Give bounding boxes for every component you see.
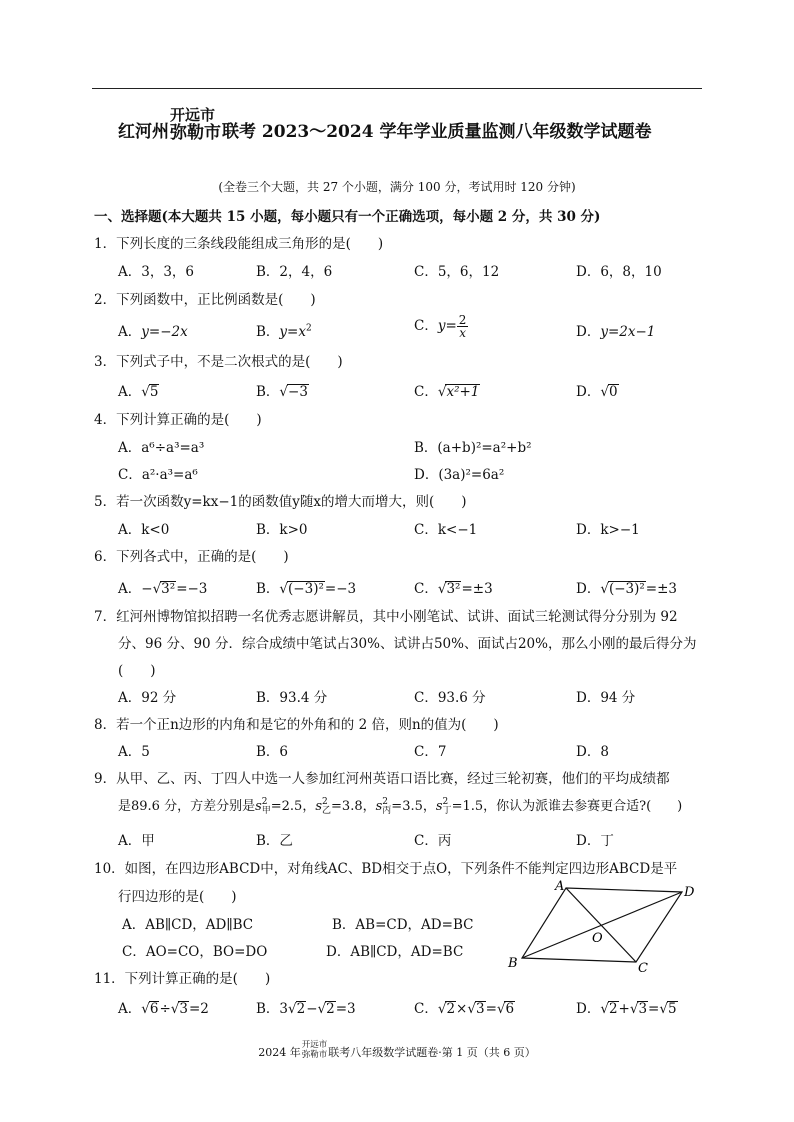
q6-option-a: A．−√3²=−3 — [118, 581, 208, 597]
footer-city-stack — [302, 1040, 328, 1060]
q9-val-bing: =3.5， — [391, 799, 436, 814]
q11-c-radicand-3: 6 — [505, 1001, 515, 1017]
q10-stem-line1: 10．如图，在四边形ABCD中，对角线AC、BD相交于点O，下列条件不能判定四边形ABCD是平 — [94, 861, 678, 877]
q2-c-label: C． — [414, 318, 438, 334]
q11-a-radicand-1: 6 — [149, 1001, 159, 1017]
q11-b-radicand-2: 2 — [326, 1001, 335, 1017]
title-stack-top: 开远市 — [170, 106, 216, 124]
q8-option-d: D．8 — [576, 744, 609, 760]
q8-option-c: C．7 — [414, 744, 447, 760]
q3-c-radicand: x²+1 — [446, 384, 480, 400]
q11-option-a: A．√6÷√3=2 — [118, 1001, 209, 1017]
q9-s-jia-sub: 甲 — [261, 805, 271, 816]
q9-val-ding: =1.5，你认为派谁去参赛更合适?( ) — [451, 799, 683, 814]
q9-s-jia: s — [255, 799, 262, 814]
q2-option-b — [256, 320, 312, 340]
q11-a-operator: ÷ — [159, 1001, 171, 1017]
q9-option-a: A．甲 — [118, 833, 155, 849]
q6-b-result: =−3 — [324, 581, 357, 597]
q7-stem-line1: 7．红河州博物馆拟招聘一名优秀志愿讲解员，其中小刚笔试、试讲、面试三轮测试得分分别为 92 — [94, 609, 678, 625]
q4-option-a: A．a⁶÷a³=a³ — [118, 440, 205, 456]
q11-d-equals: = — [648, 1001, 660, 1017]
q3-option-c: C．√x²+1 — [414, 384, 480, 400]
q2-a-label: A． — [118, 324, 142, 340]
q6-d-label: D． — [576, 581, 601, 597]
q1-option-d: D．6，8，10 — [576, 264, 662, 280]
q4-option-b: B．(a+b)²=a²+b² — [414, 440, 532, 456]
q3-d-radicand: 0 — [608, 384, 618, 400]
q2-b-expr: y=x — [279, 324, 306, 340]
vertex-label-b: B — [508, 956, 518, 971]
q9-s-yi-exp: 2 — [322, 796, 328, 807]
q11-a-result: =2 — [188, 1001, 209, 1017]
q11-c-equals: = — [485, 1001, 497, 1017]
q10-option-b: B．AB=CD，AD=BC — [332, 917, 474, 933]
footer-stack-top: 开远市 — [301, 1040, 328, 1050]
q6-option-d: D．√(−3)²=±3 — [576, 581, 678, 597]
q11-c-operator: × — [456, 1001, 468, 1017]
q8-stem: 8．若一个正n边形的内角和是它的外角和的 2 倍，则n的值为( ) — [94, 717, 499, 733]
diagonal-bd — [522, 892, 682, 958]
q7-option-c: C．93.6 分 — [414, 690, 486, 706]
q4-option-c: C．a²·a³=a⁶ — [118, 467, 198, 483]
q9-line2-prefix: 是89.6 分，方差分别是 — [118, 799, 256, 814]
q9-s-ding-exp: 2 — [442, 796, 449, 807]
q7-option-a: A．92 分 — [118, 690, 177, 706]
q6-a-label: A．− — [118, 581, 153, 597]
q5-option-a: A．k<0 — [118, 522, 170, 538]
q11-b-radicand-1: 2 — [296, 1001, 306, 1017]
page-title — [118, 98, 651, 142]
q11-b-result: =3 — [335, 1001, 356, 1017]
q2-option-c — [414, 314, 468, 339]
footer-stack-bottom: 弥勒市 — [301, 1050, 328, 1060]
q11-b-operator: − — [306, 1001, 318, 1017]
q3-b-label: B． — [256, 384, 280, 400]
q2-stem: 2．下列函数中，正比例函数是( ) — [94, 292, 316, 308]
intersection-label-o: O — [592, 931, 603, 946]
q5-option-b: B．k>0 — [256, 522, 308, 538]
footer-prefix: 2024 年 — [258, 1046, 301, 1059]
q8-option-b: B．6 — [256, 744, 289, 760]
q9-s-bing-sub: 丙 — [382, 805, 392, 816]
vertex-label-a: A — [555, 880, 565, 894]
q6-c-radicand: 3² — [446, 581, 461, 597]
q11-a-radicand-2: 3 — [179, 1001, 188, 1017]
title-prefix: 红河州 — [118, 122, 169, 142]
q2-option-a — [118, 320, 188, 340]
q3-option-a: A．√5 — [118, 384, 159, 400]
q6-c-result: =±3 — [461, 581, 493, 597]
q3-b-radicand: −3 — [288, 384, 308, 400]
q11-c-label: C． — [414, 1001, 438, 1017]
q6-stem: 6．下列各式中，正确的是( ) — [94, 549, 289, 565]
q9-stem-line2 — [118, 795, 682, 816]
q7-stem-line3: ( ) — [118, 663, 156, 679]
q3-c-label: C． — [414, 384, 438, 400]
section-heading: 一、选择题(本大题共 15 小题，每小题只有一个正确选项，每小题 2 分，共 30 分) — [94, 209, 601, 225]
q2-d-label: D． — [576, 324, 601, 340]
q8-option-a: A．5 — [118, 744, 150, 760]
q5-option-d: D．k>−1 — [576, 522, 640, 538]
q11-c-radicand-1: 2 — [446, 1001, 456, 1017]
q1-option-a: A．3，3，6 — [118, 264, 195, 280]
q9-option-d: D．丁 — [576, 833, 614, 849]
q2-a-expr: y=−2x — [141, 324, 188, 340]
q9-s-jia-exp: 2 — [261, 796, 268, 807]
q3-option-b: B．√−3 — [256, 384, 308, 400]
title-stack-bottom: 弥勒市 — [170, 123, 221, 143]
q3-a-radicand: 5 — [149, 384, 159, 400]
q4-stem: 4．下列计算正确的是( ) — [94, 412, 262, 428]
q11-c-radicand-2: 3 — [475, 1001, 485, 1017]
q11-d-radicand-3: 5 — [667, 1001, 677, 1017]
q9-option-c: C．丙 — [414, 833, 452, 849]
q2-b-exponent: 2 — [305, 323, 312, 334]
q10-option-c: C．AO=CO，BO=DO — [122, 944, 268, 960]
title-suffix: 联考 2023～2024 学年学业质量监测八年级数学试题卷 — [222, 122, 652, 142]
q10-option-a: A．AB∥CD，AD∥BC — [122, 917, 254, 933]
q9-s-bing: s — [375, 799, 383, 814]
q9-val-jia: =2.5， — [270, 799, 316, 814]
q7-option-b: B．93.4 分 — [256, 690, 328, 706]
q6-option-c: C．√3²=±3 — [414, 581, 493, 597]
q11-b-label: B．3 — [256, 1001, 289, 1017]
q9-s-jia-scripts — [262, 798, 271, 816]
q6-a-radicand: 3² — [161, 581, 176, 597]
q3-option-d: D．√0 — [576, 384, 618, 400]
q7-stem-line2: 分、96 分、90 分．综合成绩中笔试占30%、试讲占50%、面试占20%，那么小刚的最后得分为 — [118, 636, 697, 652]
footer-suffix: 联考八年级数学试题卷·第 1 页（共 6 页） — [328, 1046, 536, 1059]
q4-option-d: D．(3a)²=6a² — [414, 467, 505, 483]
q6-b-radicand: (−3)² — [288, 581, 324, 597]
vertex-label-d: D — [684, 885, 695, 900]
q9-s-ding: s — [435, 799, 443, 814]
q9-s-yi-sub: 乙 — [322, 805, 332, 816]
q2-option-d — [576, 320, 655, 340]
q2-c-numerator: 2 — [458, 313, 467, 327]
exam-info: (全卷三个大题，共 27 个小题，满分 100 分，考试用时 120 分钟) — [218, 180, 576, 194]
q1-stem: 1．下列长度的三条线段能组成三角形的是( ) — [94, 236, 384, 252]
q6-d-result: =±3 — [645, 581, 678, 597]
parallelogram-figure — [500, 880, 700, 975]
q9-val-yi: =3.8， — [331, 799, 376, 814]
q11-option-b: B．3√2−√2=3 — [256, 1001, 356, 1017]
q11-d-label: D． — [576, 1001, 601, 1017]
q9-s-yi: s — [315, 799, 323, 814]
q2-d-expr: y=2x−1 — [600, 324, 656, 340]
q2-c-pre: y= — [437, 318, 457, 334]
q6-a-result: =−3 — [176, 581, 208, 597]
q9-s-ding-sub: 丁 — [442, 805, 452, 816]
q7-option-d: D．94 分 — [576, 690, 636, 706]
q6-d-radicand: (−3)² — [608, 581, 645, 597]
q9-option-b: B．乙 — [256, 833, 293, 849]
q3-d-label: D． — [576, 384, 601, 400]
q2-c-fraction — [457, 314, 469, 339]
q11-option-d: D．√2+√3=√5 — [576, 1001, 677, 1017]
q9-s-bing-scripts — [382, 798, 391, 816]
q11-d-radicand-1: 2 — [608, 1001, 618, 1017]
q6-option-b: B．√(−3)²=−3 — [256, 581, 357, 597]
q6-b-label: B． — [256, 581, 280, 597]
title-city-stack — [170, 106, 221, 142]
q10-option-d: D．AB∥CD，AD=BC — [326, 944, 464, 960]
page-footer — [0, 1040, 794, 1060]
q3-stem: 3．下列式子中，不是二次根式的是( ) — [94, 354, 343, 370]
q9-stem-line1: 9．从甲、乙、丙、丁四人中选一人参加红河州英语口语比赛，经过三轮初赛，他们的平均成绩都 — [94, 771, 670, 787]
top-rule — [92, 88, 702, 89]
q11-option-c: C．√2×√3=√6 — [414, 1001, 515, 1017]
q2-b-label: B． — [256, 324, 280, 340]
q11-stem: 11．下列计算正确的是( ) — [94, 971, 271, 987]
q11-a-label: A． — [118, 1001, 142, 1017]
q5-stem: 5．若一次函数y=kx−1的函数值y随x的增大而增大，则( ) — [94, 494, 467, 510]
q3-a-label: A． — [118, 384, 142, 400]
q6-c-label: C． — [414, 581, 438, 597]
q11-d-operator: + — [618, 1001, 630, 1017]
q9-s-yi-scripts — [322, 798, 331, 816]
q1-option-c: C．5，6，12 — [414, 264, 500, 280]
q9-s-bing-exp: 2 — [382, 796, 389, 807]
vertex-label-c: C — [638, 961, 648, 975]
q9-s-ding-scripts — [443, 798, 452, 816]
q2-c-denominator: x — [459, 326, 466, 340]
q5-option-c: C．k<−1 — [414, 522, 478, 538]
q11-d-radicand-2: 3 — [638, 1001, 648, 1017]
q1-option-b: B．2，4，6 — [256, 264, 333, 280]
q10-stem-line2: 行四边形的是( ) — [118, 889, 237, 905]
